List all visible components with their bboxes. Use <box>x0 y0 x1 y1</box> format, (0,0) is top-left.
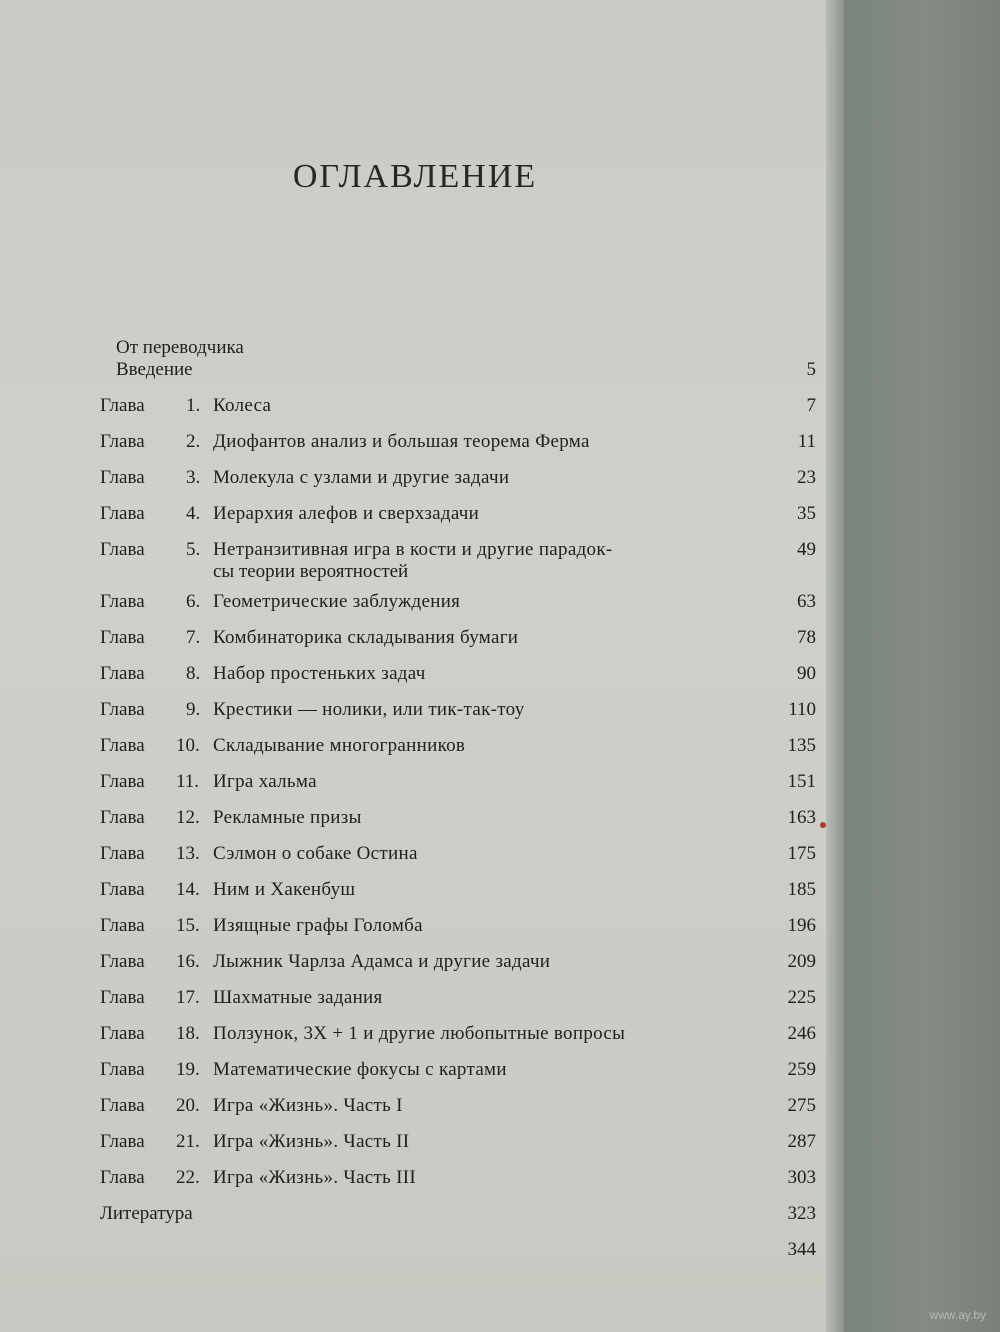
page-number: 225 <box>787 987 816 1008</box>
chapter-title: Иерархия алефов и сверхзадачи <box>213 503 480 524</box>
chapter-title: Молекула с узлами и другие задачи <box>213 467 510 488</box>
chapter-number: 21. <box>176 1131 200 1152</box>
chapter-number: 19. <box>176 1059 200 1080</box>
chapter-title: Шахматные задания <box>213 987 383 1008</box>
chapter-number: 7. <box>186 627 201 648</box>
toc-entry <box>100 501 816 527</box>
page-number: 175 <box>787 843 816 864</box>
chapter-label: Глава <box>100 591 145 612</box>
chapter-label: Глава <box>100 1023 145 1044</box>
chapter-label: Глава <box>100 1095 145 1116</box>
book-cover <box>844 0 1000 1332</box>
chapter-label: Глава <box>100 699 145 720</box>
toc-entry <box>100 913 816 939</box>
toc-entry <box>100 841 816 867</box>
toc-entry <box>100 661 816 687</box>
chapter-number: 20. <box>176 1095 200 1116</box>
chapter-number: 11. <box>176 771 200 792</box>
chapter-label: Глава <box>100 1131 145 1152</box>
toc-entry <box>100 1201 816 1227</box>
chapter-number: 3. <box>186 467 201 488</box>
chapter-title: Игра «Жизнь». Часть I <box>213 1095 403 1116</box>
toc-entry <box>100 465 816 491</box>
toc-entry <box>100 805 816 831</box>
page-number: 196 <box>787 915 816 936</box>
chapter-label: Глава <box>100 539 145 560</box>
chapter-title: Ним и Хакенбуш <box>213 879 356 900</box>
chapter-title: Рекламные призы <box>213 807 362 828</box>
section-label: Введение <box>116 359 193 380</box>
toc-entry <box>100 733 816 759</box>
chapter-number: 15. <box>176 915 200 936</box>
toc-entry <box>100 357 816 383</box>
page-edge <box>826 0 844 1332</box>
chapter-title: Ползунок, 3X + 1 и другие любопытные вопросы <box>213 1023 626 1044</box>
toc-entry <box>100 393 816 419</box>
toc-entry <box>100 537 816 589</box>
page-number: 90 <box>797 663 816 684</box>
chapter-label: Глава <box>100 627 145 648</box>
chapter-title: Математические фокусы с картами <box>213 1059 507 1080</box>
page-number: 323 <box>787 1203 816 1224</box>
chapter-label: Глава <box>100 879 145 900</box>
chapter-number: 10. <box>176 735 200 756</box>
chapter-number: 9. <box>186 699 201 720</box>
page-number: 246 <box>787 1023 816 1044</box>
page-number: 35 <box>797 503 816 524</box>
page-number: 209 <box>787 951 816 972</box>
toc-entry <box>100 769 816 795</box>
chapter-title: Комбинаторика складывания бумаги <box>213 627 519 648</box>
toc-entry <box>100 625 816 651</box>
page-number: 23 <box>797 467 816 488</box>
chapter-label: Глава <box>100 987 145 1008</box>
page-number: 135 <box>787 735 816 756</box>
chapter-label: Глава <box>100 663 145 684</box>
toc-entry <box>100 1021 816 1047</box>
page-number: 287 <box>787 1131 816 1152</box>
toc-entry <box>100 949 816 975</box>
page-number: 63 <box>797 591 816 612</box>
chapter-number: 6. <box>186 591 201 612</box>
chapter-number: 22. <box>176 1167 200 1188</box>
chapter-label: Глава <box>100 843 145 864</box>
toc-entry <box>100 877 816 903</box>
toc-entry <box>100 589 816 615</box>
chapter-label: Глава <box>100 395 145 416</box>
toc-entry <box>100 429 816 455</box>
chapter-number: 4. <box>186 503 201 524</box>
section-label: Литература <box>100 1203 193 1224</box>
page-number: 275 <box>787 1095 816 1116</box>
page-number: 5 <box>806 359 816 380</box>
toc-entry <box>100 985 816 1011</box>
chapter-title: Нетранзитивная игра в кости и другие парадок- <box>213 539 613 560</box>
chapter-title: Игра «Жизнь». Часть III <box>213 1167 417 1188</box>
chapter-label: Глава <box>100 431 145 452</box>
watermark: www.ay.by <box>929 1308 986 1322</box>
chapter-title: Колеса <box>213 395 272 416</box>
toc-entry <box>100 1129 816 1155</box>
chapter-title: Изящные графы Голомба <box>213 915 423 936</box>
page-number: 259 <box>787 1059 816 1080</box>
chapter-label: Глава <box>100 467 145 488</box>
chapter-number: 1. <box>186 395 201 416</box>
page-number: 7 <box>806 395 816 416</box>
chapter-number: 14. <box>176 879 200 900</box>
chapter-label: Глава <box>100 1167 145 1188</box>
chapter-title: Игра «Жизнь». Часть II <box>213 1131 410 1152</box>
chapter-title: Крестики — нолики, или тик-так-тоу <box>213 699 525 720</box>
toc-entry <box>100 697 816 723</box>
page-number: 49 <box>797 539 816 560</box>
chapter-label: Глава <box>100 915 145 936</box>
chapter-label: Глава <box>100 951 145 972</box>
chapter-number: 18. <box>176 1023 200 1044</box>
chapter-title: Сэлмон о собаке Остина <box>213 843 418 864</box>
chapter-title: Геометрические заблуждения <box>213 591 461 612</box>
page-number: 110 <box>788 699 816 720</box>
chapter-title: Лыжник Чарлза Адамса и другие задачи <box>213 951 551 972</box>
chapter-number: 8. <box>186 663 201 684</box>
chapter-number: 5. <box>186 539 201 560</box>
chapter-number: 2. <box>186 431 201 452</box>
chapter-label: Глава <box>100 807 145 828</box>
section-label: От переводчика <box>116 337 244 358</box>
toc-entry <box>100 1057 816 1083</box>
chapter-number: 17. <box>176 987 200 1008</box>
chapter-title: Игра хальма <box>213 771 317 792</box>
page-number: 303 <box>787 1167 816 1188</box>
page-number: 11 <box>797 431 816 452</box>
page-number: 185 <box>787 879 816 900</box>
chapter-label: Глава <box>100 1059 145 1080</box>
toc-entry <box>100 1093 816 1119</box>
chapter-label: Глава <box>100 771 145 792</box>
chapter-number: 13. <box>176 843 200 864</box>
page-number: 151 <box>787 771 816 792</box>
chapter-number: 12. <box>176 807 200 828</box>
toc-entry <box>100 1165 816 1191</box>
page-number: 344 <box>787 1239 816 1260</box>
chapter-title-continued: сы теории вероятностей <box>213 561 409 582</box>
toc-entry <box>100 1237 816 1263</box>
chapter-label: Глава <box>100 503 145 524</box>
page-number: 78 <box>797 627 816 648</box>
ink-spot <box>820 822 826 828</box>
page-number: 163 <box>787 807 816 828</box>
page-title: ОГЛАВЛЕНИЕ <box>292 158 538 195</box>
chapter-number: 16. <box>176 951 200 972</box>
chapter-title: Диофантов анализ и большая теорема Ферма <box>213 431 590 452</box>
chapter-title: Складывание многогранников <box>213 735 466 756</box>
chapter-title: Набор простеньких задач <box>213 663 426 684</box>
chapter-label: Глава <box>100 735 145 756</box>
